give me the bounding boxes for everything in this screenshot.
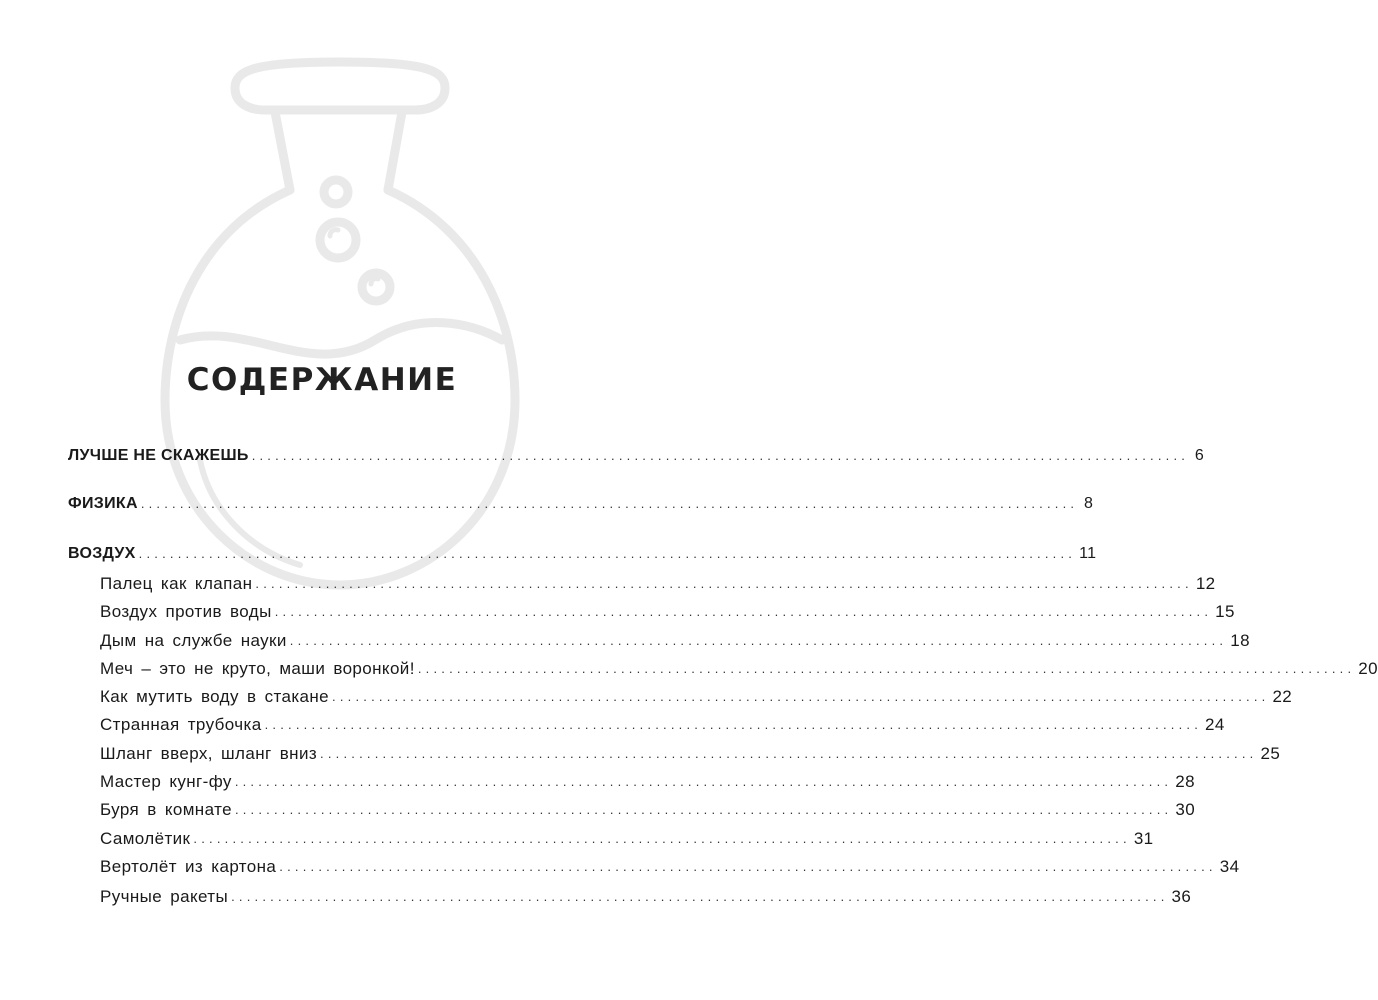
toc-entry (100, 570, 1216, 594)
dot-leader: ........................................................................................................................ (138, 546, 1077, 561)
dot-leader: ........................................................................................................................ (320, 746, 1258, 761)
toc-entry-page: 8 (1084, 495, 1094, 512)
toc-entry (68, 490, 1094, 514)
dot-leader: ........................................................................................................................ (417, 661, 1356, 676)
dot-leader: ........................................................................................................................ (332, 689, 1270, 704)
toc-entry-title: Палец как клапан (100, 574, 253, 593)
toc-entry-page: 36 (1171, 887, 1192, 906)
dot-leader: ........................................................................................................................ (264, 717, 1203, 732)
toc-entry-page: 20 (1358, 659, 1378, 678)
toc-entry-page: 28 (1175, 772, 1195, 791)
toc-entry-page: 12 (1195, 574, 1216, 593)
dot-leader: ........................................................................................................................ (289, 633, 1228, 648)
toc-entry (100, 796, 1196, 820)
toc-entry-page: 34 (1219, 857, 1240, 876)
toc-entry (100, 598, 1235, 622)
toc-entry-title: ФИЗИКА (68, 495, 138, 512)
dot-leader: ........................................................................................................................ (279, 859, 1217, 874)
toc-entry-title: Буря в комнате (100, 800, 232, 819)
toc-entry-title: Мастер кунг-фу (100, 772, 232, 791)
toc-entry-title: Меч – это не круто, маши воронкой! (100, 659, 415, 678)
toc-entry-title: Шланг вверх, шланг вниз (100, 744, 318, 763)
toc-entry-page: 18 (1230, 631, 1250, 650)
toc-entry (100, 740, 1281, 764)
toc-entry (68, 540, 1097, 564)
toc-entry (100, 683, 1293, 707)
toc-entry (100, 853, 1240, 877)
toc-entry-page: 30 (1175, 800, 1196, 819)
toc-entry (100, 768, 1195, 792)
toc-entry-title: ВОЗДУХ (68, 545, 136, 562)
dot-leader: ........................................................................................................................ (255, 576, 1193, 591)
toc-entry (100, 627, 1250, 651)
toc-entry (100, 883, 1192, 907)
toc-entry-title: ЛУЧШЕ НЕ СКАЖЕШЬ (68, 447, 249, 464)
toc-entry-title: Как мутить воду в стакане (100, 687, 330, 706)
toc-entry-page: 22 (1272, 687, 1293, 706)
toc-entry-title: Странная трубочка (100, 715, 262, 734)
dot-leader: ........................................................................................................................ (274, 604, 1213, 619)
dot-leader: ........................................................................................................................ (251, 448, 1190, 463)
dot-leader: ........................................................................................................................ (231, 889, 1169, 904)
dot-leader: ........................................................................................................................ (140, 496, 1079, 511)
toc-entry-title: Ручные ракеты (100, 887, 229, 906)
toc-entry-title: Дым на службе науки (100, 631, 287, 650)
toc-entry-page: 24 (1205, 715, 1225, 734)
toc-entry-page: 31 (1133, 829, 1154, 848)
toc-entry-title: Вертолёт из картона (100, 857, 277, 876)
toc-entry (100, 825, 1154, 849)
toc-entry-page: 6 (1194, 447, 1205, 464)
toc-entry (68, 442, 1205, 466)
toc-entry (100, 655, 1378, 679)
toc-entry-page: 11 (1079, 545, 1097, 562)
dot-leader: ........................................................................................................................ (234, 774, 1173, 789)
page-title: СОДЕРЖАНИЕ (186, 362, 458, 398)
dot-leader: ........................................................................................................................ (234, 802, 1173, 817)
toc-entry (100, 711, 1225, 735)
toc-entry-title: Самолётик (100, 829, 191, 848)
toc-entry-page: 25 (1260, 744, 1281, 763)
toc-entry-title: Воздух против воды (100, 602, 272, 621)
dot-leader: ........................................................................................................................ (193, 831, 1131, 846)
flask-illustration-icon (140, 40, 540, 600)
toc-entry-page: 15 (1215, 602, 1235, 621)
